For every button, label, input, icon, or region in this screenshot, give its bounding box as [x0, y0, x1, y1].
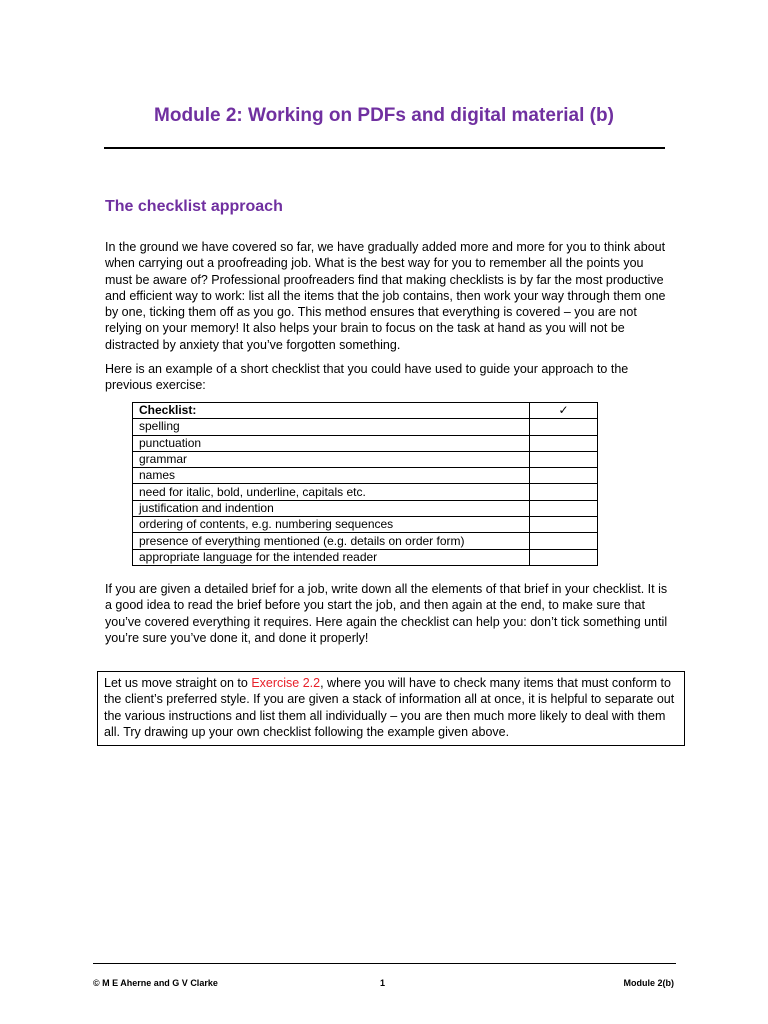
checklist-row — [133, 484, 598, 500]
checklist-row — [133, 533, 598, 549]
exercise-link[interactable]: Exercise 2.2 — [251, 676, 321, 690]
page-title: Module 2: Working on PDFs and digital material (b) — [154, 105, 614, 126]
checklist-intro-paragraph: Here is an example of a short checklist that you could have used to guide your approach to the previous exercise: — [105, 362, 629, 393]
checklist-row — [133, 468, 598, 484]
checklist-item: grammar — [133, 451, 530, 467]
checklist-header-label: Checklist: — [133, 403, 530, 419]
title-divider — [104, 147, 665, 149]
checklist-item: presence of everything mentioned (e.g. details on order form) — [133, 533, 530, 549]
checklist-tick-cell — [530, 517, 598, 533]
footer-page-number: 1 — [380, 978, 386, 988]
checklist-item: spelling — [133, 419, 530, 435]
checklist-item: punctuation — [133, 435, 530, 451]
checklist-row — [133, 500, 598, 516]
checklist-item: ordering of contents, e.g. numbering sequences — [133, 517, 530, 533]
checklist-tick-cell — [530, 549, 598, 565]
checklist-item: names — [133, 468, 530, 484]
checkmark-icon: ✓ — [530, 403, 598, 419]
checklist-tick-cell — [530, 419, 598, 435]
checklist-tick-cell — [530, 500, 598, 516]
checklist-header-row — [133, 403, 598, 419]
checklist-table — [132, 402, 598, 566]
checklist-row — [133, 419, 598, 435]
exercise-callout-box — [97, 671, 685, 746]
intro-paragraph: In the ground we have covered so far, we have gradually added more and more for you to think about when carrying out a proofreading job. What is the best way for you to remember all the points you must be aware of? Professional proofreaders find that making checklists is by far the most productive and efficient way to work: list all the items that the job contains, then work your way through them one by one, ticking them off as you go. This method ensures that everything is covered – you are not relying on your memory! It also helps your brain to focus on the task at hand as you will not be distracted by anxiety that you’ve forgotten something. — [105, 240, 666, 352]
checklist-item: need for italic, bold, underline, capitals etc. — [133, 484, 530, 500]
checklist-tick-cell — [530, 533, 598, 549]
checklist-item: justification and indention — [133, 500, 530, 516]
checklist-tick-cell — [530, 468, 598, 484]
checklist-row — [133, 517, 598, 533]
footer-divider — [93, 963, 676, 964]
section-heading: The checklist approach — [105, 198, 283, 215]
callout-text-start: Let us move straight on to — [104, 676, 252, 690]
callout-text-end: , where you will have to check many items that must conform to the client’s preferred style. If you are given a stack of information all at once, it is helpful to separate out the various instructions and list them all individually – you are then much more likely to deal with them all. Try drawing up your own checklist following the example given above. — [104, 676, 675, 739]
checklist-row — [133, 451, 598, 467]
brief-paragraph: If you are given a detailed brief for a job, write down all the elements of that brief in your checklist. It is a good idea to read the brief before you start the job, and then again at the end, to make sure that you’ve covered everything it requires. Here again the checklist can help you: don’t tick something until you’re sure you’ve done it, and done it properly! — [105, 582, 668, 645]
footer-copyright: © M E Aherne and G V Clarke — [93, 978, 218, 988]
footer-module-label: Module 2(b) — [623, 978, 674, 988]
checklist-tick-cell — [530, 484, 598, 500]
checklist-row — [133, 435, 598, 451]
checklist-tick-cell — [530, 435, 598, 451]
checklist-row — [133, 549, 598, 565]
checklist-item: appropriate language for the intended reader — [133, 549, 530, 565]
checklist-tick-cell — [530, 451, 598, 467]
